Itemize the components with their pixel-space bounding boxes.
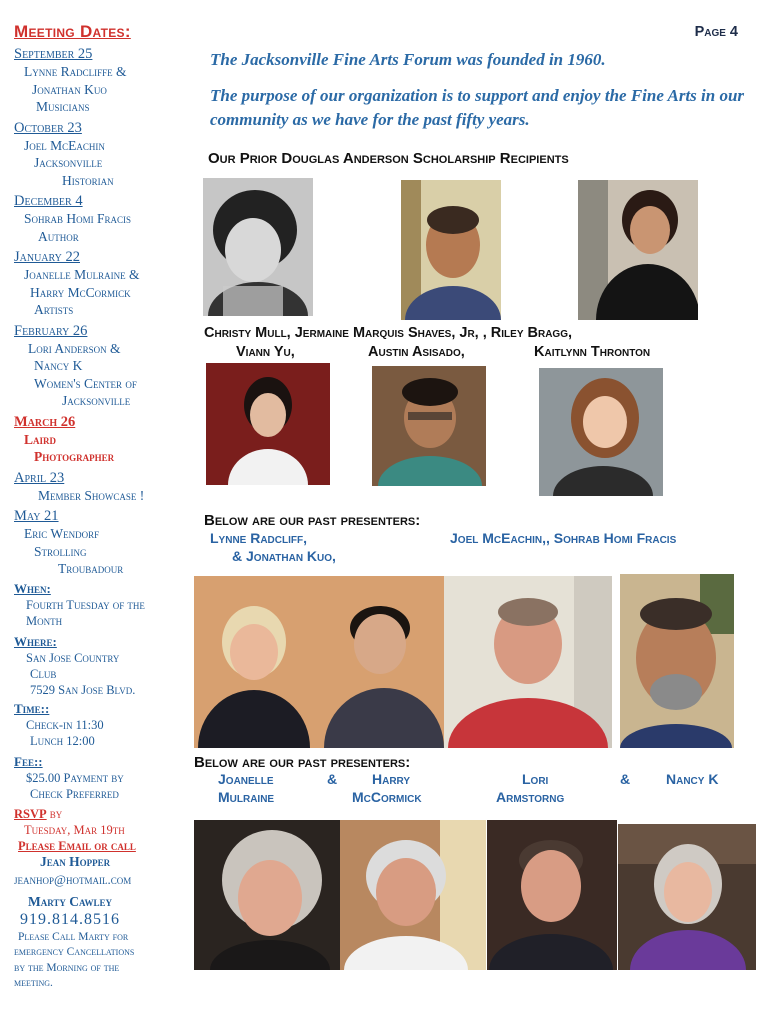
event-april [14, 470, 196, 505]
event-january [14, 249, 196, 319]
event-date: May 21 [14, 508, 59, 524]
presenter-lynne: Lynne Radcliff, [210, 530, 307, 546]
event-line: Member Showcase ! [38, 487, 145, 503]
photo-joanelle-mulraine [194, 820, 340, 970]
page-number: Page 4 [694, 24, 738, 40]
portrait-icon [194, 820, 340, 970]
photo-jermaine-shaves [401, 180, 501, 320]
presenter-ampersand: & [327, 771, 338, 787]
portrait-icon [539, 368, 663, 496]
event-date: December 4 [14, 193, 83, 209]
contact-jean-name: Jean Hopper [40, 853, 111, 869]
event-may [14, 508, 196, 578]
when-line: Month [26, 613, 63, 628]
portrait-icon [620, 574, 734, 748]
portrait-icon [340, 820, 486, 970]
portrait-icon [578, 180, 698, 320]
event-line: Jonathan Kuo [32, 81, 107, 97]
when-label: When: [14, 580, 51, 596]
note-line: meeting. [14, 977, 53, 989]
photo-harry-mccormick [340, 820, 486, 970]
contact-jean-email[interactable]: jeanhop@hotmail.com [14, 871, 132, 887]
fee-line: $25.00 Payment by [26, 770, 124, 785]
event-october [14, 120, 196, 190]
scholarship-heading: Our Prior Douglas Anderson Scholarship Recipients [208, 150, 569, 167]
fee-line: Check Preferred [30, 786, 119, 801]
photo-viann-yu [206, 363, 330, 485]
portrait-icon [618, 824, 756, 970]
intro-purpose: The purpose of our organization is to support and enjoy the Fine Arts in our community as we have for the past fifty years. [210, 86, 745, 129]
photo-kaitlynn-thronton [539, 368, 663, 496]
presenter-jonathan: & Jonathan Kuo, [232, 548, 336, 564]
time-label: Time:: [14, 700, 50, 716]
where-line: San Jose Country [26, 650, 120, 665]
event-date: January 22 [14, 249, 80, 265]
photo-lori-armstorng [487, 820, 617, 970]
presenter-armstorng: Armstorng [496, 789, 565, 805]
rsvp-date: Tuesday, Mar 19th [24, 822, 125, 837]
event-september [14, 46, 196, 116]
presenter-joel-sohrab: Joel McEachin,, Sohrab Homi Fracis [450, 530, 677, 546]
contact-marty-name: Marty Cawley [28, 893, 113, 909]
event-line: Author [38, 228, 79, 244]
intro-founded: The Jacksonville Fine Arts Forum was founded in 1960. [210, 50, 606, 69]
photo-lynne-jonathan [194, 576, 444, 748]
scholarship-name-kaitlynn: Kaitlynn Thronton [534, 344, 651, 360]
event-line: Nancy K [34, 358, 83, 373]
event-march [14, 414, 196, 466]
presenter-mccormick: McCormick [352, 789, 422, 805]
event-line: Sohrab Homi Fracis [24, 211, 132, 226]
scholarship-name-viann: Viann Yu, [236, 344, 295, 360]
event-line: Historian [62, 172, 114, 188]
presenter-ampersand: & [620, 771, 631, 787]
meeting-sidebar [14, 22, 196, 992]
rsvp-row [14, 806, 196, 822]
photo-sohrab-fracis [620, 574, 734, 748]
where-line: 7529 San Jose Blvd. [30, 682, 136, 697]
event-line: Artists [34, 302, 74, 317]
portrait-icon [194, 576, 444, 748]
photo-riley-bragg [578, 180, 698, 320]
fee-label: Fee:: [14, 753, 43, 769]
portrait-icon [487, 820, 617, 970]
scholarship-name-austin: Austin Asisado, [368, 344, 465, 360]
rsvp-please: Please Email or call [18, 838, 136, 853]
event-line: Musicians [36, 99, 90, 114]
time-line: Check-in 11:30 [26, 717, 104, 732]
contact-marty-phone[interactable]: 919.814.8516 [20, 910, 120, 928]
event-line: Lynne Radcliffe & [24, 64, 127, 79]
event-date: March 26 [14, 413, 76, 430]
photo-austin-asisado [372, 366, 486, 486]
event-line: Laird [24, 431, 57, 447]
portrait-icon [372, 366, 486, 486]
note-line: emergency Cancellations [14, 946, 135, 958]
portrait-icon [206, 363, 330, 485]
presenters-heading-2: Below are our past presenters: [194, 754, 411, 771]
presenter-nancy: Nancy K [666, 771, 719, 787]
intro-text [210, 48, 750, 144]
portrait-icon [401, 180, 501, 320]
presenter-harry: Harry [372, 771, 411, 787]
presenter-mulraine: Mulraine [218, 789, 275, 805]
event-line: Joanelle Mulraine & [24, 267, 140, 282]
photo-joel-mceachin [444, 576, 612, 748]
event-line: Jacksonville [34, 155, 103, 170]
portrait-icon [203, 178, 313, 316]
event-date: April 23 [14, 469, 65, 486]
event-date: October 23 [14, 119, 82, 136]
where-line: Club [30, 666, 57, 681]
rsvp-by: by [46, 806, 63, 821]
rsvp-label: RSVP [14, 806, 47, 821]
photo-nancy-k [618, 824, 756, 970]
photo-christy-mull [203, 178, 313, 316]
when-line: Fourth Tuesday of the [26, 597, 145, 612]
scholarship-names-row1: Christy Mull, Jermaine Marquis Shaves, Jr, , Riley Bragg, [204, 325, 573, 341]
event-date: February 26 [14, 322, 88, 339]
event-line: Harry McCormick [30, 284, 131, 300]
note-line: by the Morning of the [14, 961, 120, 974]
event-line: Jacksonville [62, 393, 131, 408]
event-line: Eric Wendorf [24, 526, 100, 541]
event-line: Photographer [34, 449, 115, 464]
event-line: Troubadour [58, 561, 124, 576]
presenter-joanelle: Joanelle [218, 771, 274, 787]
event-december [14, 193, 196, 245]
event-line: Joel McEachin [24, 137, 105, 153]
event-february [14, 323, 196, 410]
event-line: Lori Anderson & [28, 340, 121, 356]
where-label: Where: [14, 633, 57, 649]
meeting-dates-title: Meeting Dates: [14, 22, 131, 41]
portrait-icon [444, 576, 612, 748]
event-line: Women's Center of [34, 375, 137, 391]
note-line: Please Call Marty for [18, 930, 129, 943]
presenters-heading-1: Below are our past presenters: [204, 512, 421, 529]
presenter-lori: Lori [522, 771, 549, 787]
event-line: Strolling [34, 543, 87, 559]
time-line: Lunch 12:00 [30, 733, 95, 748]
event-date: September 25 [14, 46, 93, 62]
